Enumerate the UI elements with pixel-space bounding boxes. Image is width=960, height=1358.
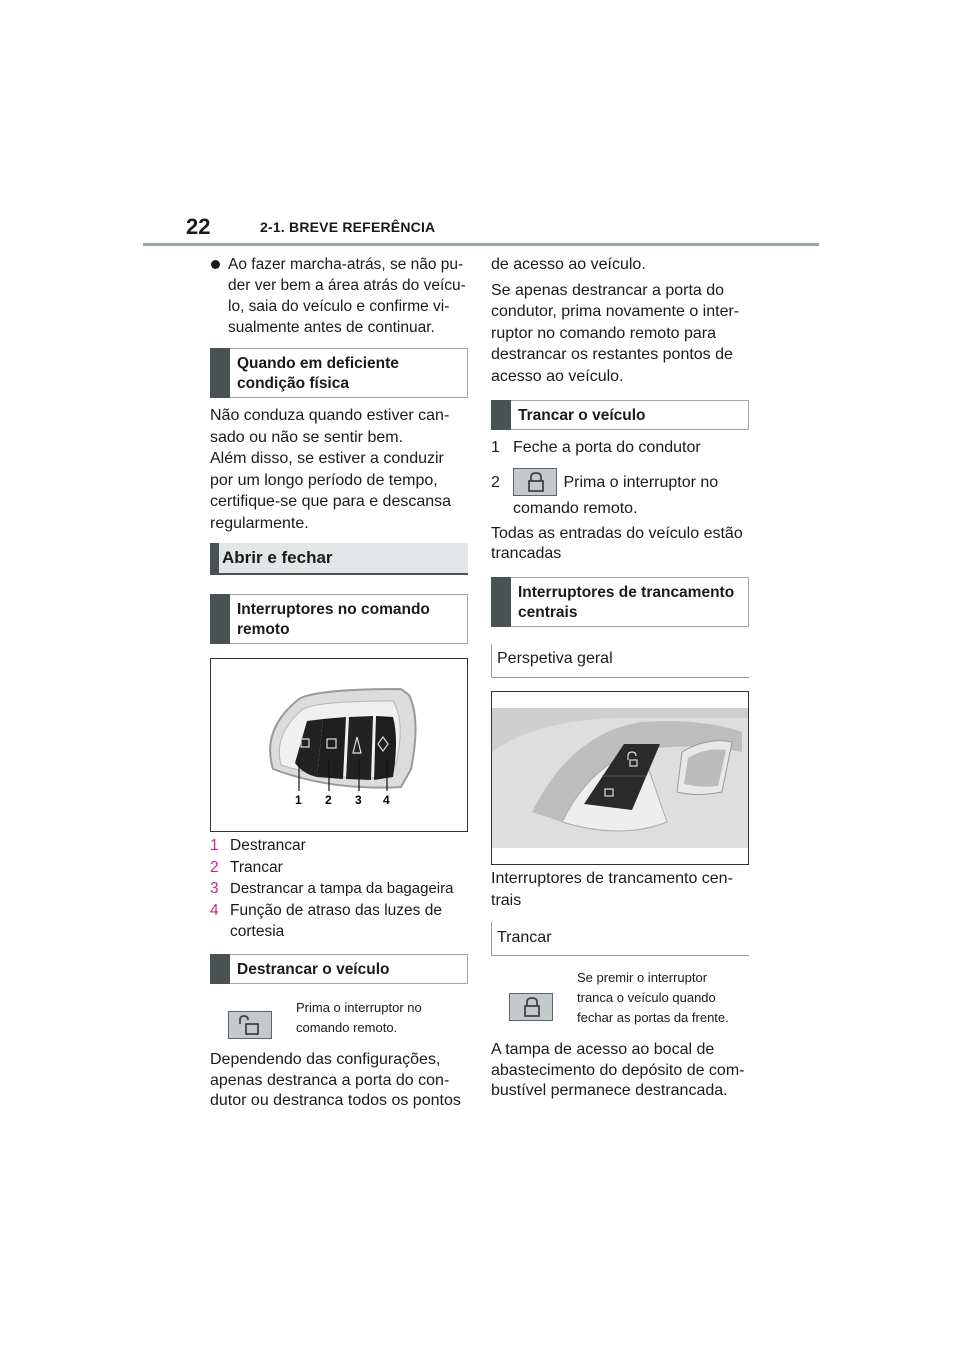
text-line: dutor ou destranca todos os pontos (210, 1092, 461, 1109)
text-line: Além disso, se estiver a conduzir (210, 450, 444, 467)
text-line: A tampa de acesso ao bocal de (491, 1041, 715, 1058)
lock-switch-icon (513, 468, 557, 496)
paragraph-long-drive (210, 448, 470, 534)
text-line: Não conduza quando estiver can- (210, 407, 450, 424)
key-fob-figure (210, 658, 468, 832)
text-line: acesso ao veículo. (491, 367, 624, 385)
key-label: 1 (295, 793, 302, 807)
text-line: Todas as entradas do veículo estão (491, 525, 743, 542)
step-text: Prima o interruptor no (563, 474, 719, 491)
box-central-locking (491, 577, 749, 627)
central-lock-switch-icon (509, 993, 553, 1021)
box-lock-vehicle (491, 400, 749, 430)
box-bar (210, 954, 230, 984)
bullet-line: Ao fazer marcha-atrás, se não pu- (228, 256, 464, 273)
chapter-title: 2-1. BREVE REFERÊNCIA (260, 219, 436, 235)
key-label: 2 (325, 793, 332, 807)
unlock-icon (229, 1012, 273, 1040)
overview-underline (491, 677, 749, 678)
text-line: sado ou não se sentir bem. (210, 428, 404, 446)
central-switch-figure (491, 691, 749, 865)
key-label: 4 (383, 793, 390, 807)
legend-text-cont: cortesia (230, 923, 285, 940)
key-legend (210, 835, 472, 943)
key-fob-illustration (211, 659, 467, 831)
page-number: 22 (186, 214, 211, 239)
key-label: 3 (355, 793, 362, 807)
trancar-underline (491, 955, 749, 956)
bullet-line: sualmente antes de continuar. (228, 319, 435, 336)
text-line: certifique-se que para e descansa (210, 493, 452, 510)
header-rule (143, 243, 819, 246)
legend-text: Trancar (230, 858, 283, 876)
section-heading (210, 543, 468, 573)
box-physical-condition (210, 348, 468, 398)
legend-text: Destrancar (230, 837, 306, 854)
unlock-switch-icon (228, 1011, 272, 1039)
legend-item (210, 878, 472, 900)
step-text-cont: comando remoto. (513, 499, 638, 517)
text-line: por um longo período de tempo, (210, 471, 438, 489)
box-title-line: Interruptores de trancamento (518, 584, 735, 601)
box-unlock-vehicle (210, 954, 468, 984)
legend-item (210, 900, 472, 922)
bullet-dot (211, 260, 220, 269)
overview-heading: Perspetiva geral (497, 650, 613, 667)
legend-text: Função de atraso das luzes de (230, 901, 442, 919)
text-line: bustível permanece destrancada. (491, 1082, 728, 1099)
box-remote-switches (210, 594, 468, 644)
paragraph-fuel-flap (491, 1040, 753, 1102)
step-text: Feche a porta do condutor (513, 439, 701, 456)
legend-number: 3 (210, 880, 219, 897)
bullet-item (209, 254, 469, 338)
note-line: Prima o interruptor no (296, 1000, 422, 1015)
text-line: apenas destranca a porta do con- (210, 1071, 450, 1089)
step-2 (491, 472, 753, 519)
step-number: 2 (491, 474, 500, 491)
caption-line: trais (491, 892, 522, 909)
text-line: destrancar os restantes pontos de (491, 346, 733, 363)
note-line: Se premir o interruptor (577, 970, 708, 985)
box-bar (491, 400, 511, 430)
legend-number: 1 (210, 837, 219, 854)
caption-line: Interruptores de trancamento cen- (491, 870, 733, 887)
legend-item (210, 835, 472, 857)
paragraph-continuation (491, 254, 753, 387)
box-title-line: remoto (237, 621, 290, 638)
paragraph-tired (210, 405, 470, 448)
note-line: fechar as portas da frente. (577, 1010, 729, 1025)
overview-left-rule (491, 644, 492, 678)
note-line: comando remoto. (296, 1020, 398, 1035)
text-line: de acesso ao veículo. (491, 256, 646, 273)
box-title-line: condição física (237, 375, 349, 392)
box-bar (491, 577, 511, 627)
paragraph-locked (491, 524, 753, 564)
legend-text: Destrancar a tampa da bagageira (230, 880, 454, 897)
bullet-line: der ver bem a área atrás do veícu- (228, 277, 466, 294)
box-title: Destrancar o veículo (237, 961, 390, 978)
box-title-line: Quando em deficiente (237, 355, 399, 372)
box-title-line: centrais (518, 604, 578, 621)
lock-icon (514, 469, 558, 497)
section-bar (210, 543, 219, 573)
section-title: Abrir e fechar (222, 548, 333, 567)
text-line: condutor, prima novamente o inter- (491, 303, 740, 320)
trancar-heading: Trancar (497, 929, 552, 946)
box-bar (210, 348, 230, 398)
text-line: Dependendo das configurações, (210, 1051, 441, 1068)
text-line: abastecimento do depósito de com- (491, 1061, 745, 1079)
door-switch-illustration (492, 692, 748, 864)
note-line: tranca o veículo quando (577, 990, 716, 1005)
section-underline (210, 573, 468, 575)
text-line: Se apenas destrancar a porta do (491, 281, 725, 299)
trancar-left-rule (491, 922, 492, 956)
text-line: ruptor no comando remoto para (491, 324, 717, 342)
lock-icon (510, 994, 554, 1022)
box-title-line: Interruptores no comando (237, 601, 430, 618)
box-bar (210, 594, 230, 644)
unlock-note (296, 998, 466, 1038)
legend-number: 2 (210, 858, 219, 876)
text-line: regularmente. (210, 514, 309, 532)
legend-item (210, 857, 472, 879)
bullet-line: lo, saia do veículo e confirme vi- (228, 298, 450, 315)
paragraph-settings (210, 1050, 472, 1112)
figure-caption (491, 868, 753, 912)
box-title: Trancar o veículo (518, 407, 646, 424)
step-1 (491, 437, 753, 459)
trancar-note (577, 968, 757, 1028)
step-number: 1 (491, 439, 500, 456)
legend-number: 4 (210, 901, 219, 919)
text-line: trancadas (491, 545, 562, 562)
